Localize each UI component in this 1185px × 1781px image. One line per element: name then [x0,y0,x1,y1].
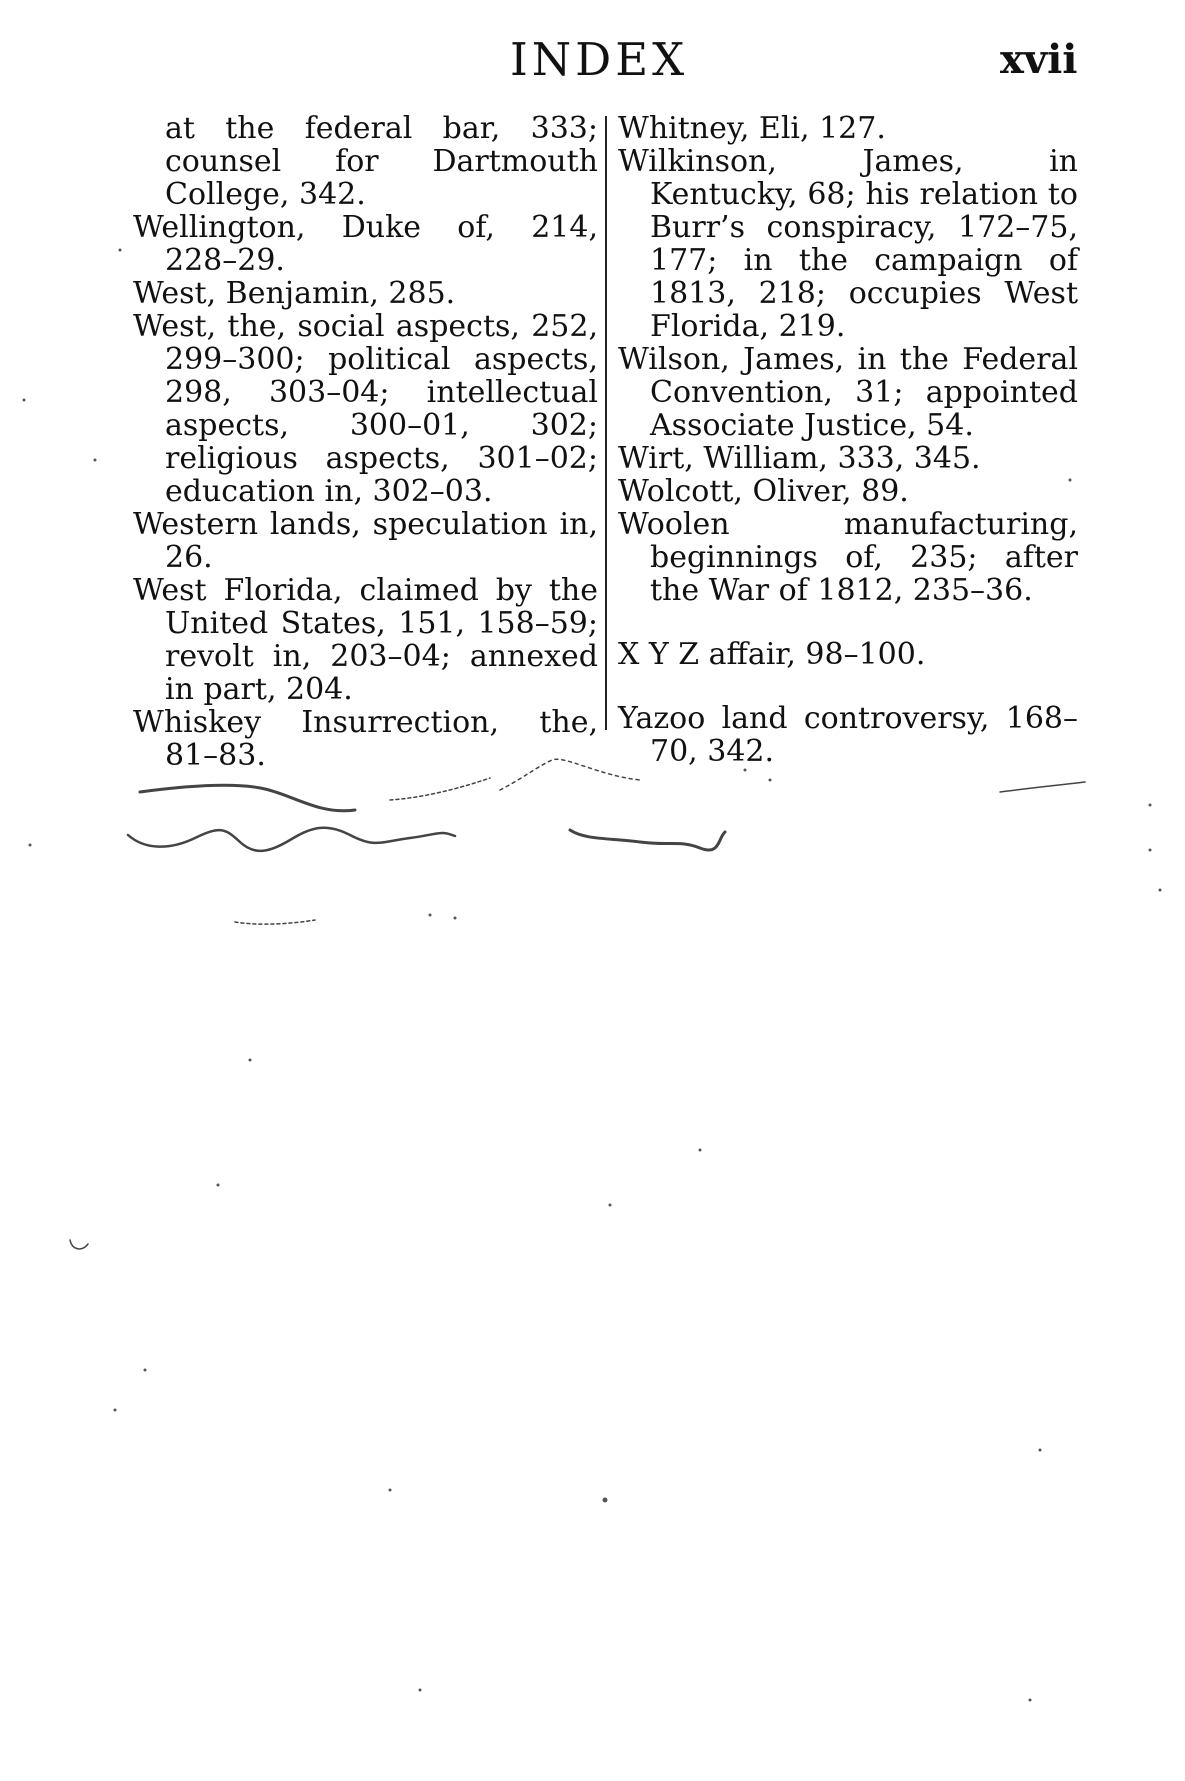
index-entry: at the federal bar, 333; counsel for Dartmouth College, 342. [165,111,598,212]
index-entry: West, Benjamin, 285. [133,276,456,311]
ink-squiggle [235,920,315,924]
index-entry: Whiskey Insurrection, the, 81–83. [133,705,598,773]
ink-squiggle [128,828,455,851]
ink-squiggle [390,778,490,800]
ink-squiggle [1000,782,1085,792]
page-number: xvii [1000,36,1078,83]
ink-speck [1149,849,1152,852]
ink-squiggle [70,1240,88,1249]
ink-speck [429,914,432,917]
ink-speck [609,1204,612,1207]
index-entry: Wilkinson, James, in Kentucky, 68; his relation to Burr’s conspiracy, 172–75, 177; in the campaign of 1813, 218; occupies West Florida, 219. [618,144,1078,344]
ink-squiggle [140,785,355,811]
ink-speck [144,1369,147,1372]
ink-speck [1149,804,1152,807]
ink-speck [769,779,772,782]
index-entry: Western lands, speculation in, 26. [133,507,598,575]
ink-speck [249,1059,252,1062]
running-head [0,30,1185,90]
index-entry: Wirt, William, 333, 345. [618,441,981,476]
page-title: INDEX [510,33,689,86]
index-entry: Wilson, James, in the Federal Convention, 31; appointed Associate Justice, 54. [618,342,1078,443]
ink-speck [454,917,457,920]
ink-speck [119,249,122,252]
index-entry: Whitney, Eli, 127. [618,111,886,146]
index-entry: Wellington, Duke of, 214, 228–29. [133,210,598,278]
index-entry: Wolcott, Oliver, 89. [618,474,909,509]
ink-squiggle [570,830,725,850]
ink-speck [1159,889,1162,892]
index-entry: West Florida, claimed by the United States, 151, 158–59; revolt in, 203–04; annexed in part, 204. [133,573,598,707]
ink-speck [389,1489,392,1492]
ink-speck [29,844,32,847]
ink-speck [1029,1699,1032,1702]
ink-speck [23,399,26,402]
index-column-left [133,112,598,772]
index-entry: Yazoo land controversy, 168–70, 342. [618,701,1078,769]
column-divider [605,116,607,730]
index-entry: Woolen manufacturing, beginnings of, 235; after the War of 1812, 235–36. [618,507,1078,608]
ink-speck [699,1149,702,1152]
index-entry: X Y Z affair, 98–100. [618,637,926,672]
ink-speck [217,1184,220,1187]
ink-speck [114,1409,117,1412]
ink-speck [419,1689,422,1692]
index-entry: West, the, social aspects, 252, 299–300; political aspects, 298, 303–04; intellectual aspects, 300–01, 302; religious aspects, 301–02; education in, 302–03. [133,309,598,509]
ink-speck [94,459,97,462]
index-column-right [618,112,1078,768]
ink-speck [1039,1449,1042,1452]
ink-speck [603,1498,608,1503]
